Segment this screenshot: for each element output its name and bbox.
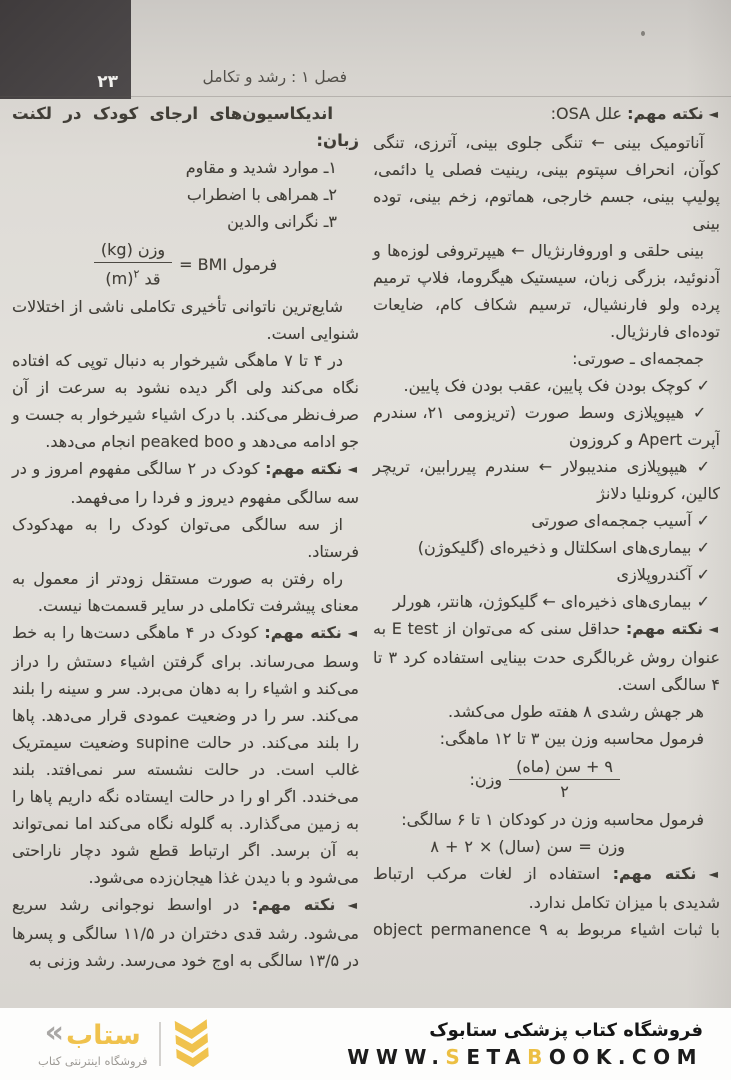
- note-arrow-icon: ◄: [347, 626, 360, 641]
- note-arrow-icon: ◄: [347, 462, 360, 477]
- exponent: ۲: [133, 268, 140, 281]
- formula-token: سن: [555, 757, 581, 776]
- note-text: کودک در ۲ سالگی مفهوم امروز و در سه سالگی مفهوم دیروز و فردا را می‌فهمد.: [12, 459, 359, 508]
- note-time-concepts: [12, 455, 359, 511]
- formula-label: وزن:: [469, 770, 503, 789]
- note-adolescent-growth: [12, 891, 359, 974]
- check-item: ✓ آکندروپلازی: [616, 565, 710, 584]
- subheading-craniofacial: جمجمه‌ای ـ صورتی:: [572, 349, 704, 368]
- note-e-test: [373, 615, 720, 698]
- para-ball-tracking: در ۴ تا ۷ ماهگی شیرخوار به دنبال توپی که افتاده نگاه می‌کند ولی اگر دیده نشود به سرعت از آن صرف‌نظر می‌کند. با درک اشیاء شیرخوار به جست و جو ادامه می‌دهد و peaked boo انجام می‌دهد.: [12, 351, 359, 452]
- check-item: ✓ هیپوپلازی مندیبولار ← سندرم پیررابین، تریچر کالین، کرونلیا دلانژ: [373, 457, 720, 503]
- weight-formula-1-6-years: [430, 833, 625, 860]
- page-content: [11, 100, 720, 1006]
- url-part: ETA: [466, 1044, 528, 1069]
- logo-tagline: فروشگاه اینترنتی کتاب: [38, 1053, 148, 1068]
- section-heading-stuttering: اندیکاسیون‌های ارجای کودک در لکنت زبان:: [12, 104, 359, 150]
- setabook-logo: [38, 1014, 211, 1069]
- note-arrow-icon: ◄: [708, 622, 720, 636]
- weight-formula-3-12-months: [469, 755, 620, 804]
- check-item: ✓ بیماری‌های اسکلتال و ذخیره‌ای (گلیکوژن): [417, 538, 710, 557]
- logo-chevron-mark-icon: «: [44, 1014, 64, 1050]
- footer-banner: [0, 1008, 731, 1080]
- check-item: ✓ بیماری‌های ذخیره‌ای ← گلیکوژن، هانتر، هورلر: [392, 592, 710, 611]
- check-item: ✓ کوچک بودن فک پایین، عقب بودن فک پایین.: [403, 376, 710, 395]
- note-text: استفاده از لغات مرکب ارتباط شدیدی با میزان تکامل ندارد.: [373, 864, 720, 912]
- footer-store-info: [347, 1020, 703, 1069]
- url-part-accent: S: [445, 1044, 467, 1069]
- formula-token: (ماه): [516, 757, 551, 776]
- url-part: OOK.COM: [548, 1044, 703, 1069]
- para-hearing-disability: شایع‌ترین ناتوانی تأخیری تکاملی ناشی از اختلالات شنوایی است.: [12, 297, 359, 344]
- formula-token: +: [586, 757, 600, 776]
- column-left: [12, 100, 359, 1006]
- para-kindergarten: از سه سالگی می‌توان کودک را به مهدکودک فرستاد.: [12, 515, 359, 562]
- note-text: کودک در ۴ ماهگی دست‌ها را به خط وسط می‌رساند. برای گرفتن اشیاء دستش را دراز می‌کند و اشیاء را به دهان می‌برد. سر و سینه را بلند می‌کند. سر را در وضعیت عمودی قرار می‌دهد. پاها را بلند می‌کند. در حالت supine وضعیت سیمتریک غالب است. در حالت نشسته سر نمی‌افتد. بلند می‌خندد. اگر او را در حالت ایستاده نگه داریم پاها را به زمین می‌گذارد. به گلوله نگاه می‌کند اما نمی‌تواند به آن برسد. اگر ارتباط قطع شود دچار ناراحتی می‌شود و با دیدن غذا هیجان‌زده می‌شود.: [12, 623, 360, 888]
- check-item: ✓ آسیب جمجمه‌ای صورتی: [531, 511, 710, 530]
- website-url: [347, 1045, 703, 1069]
- para-growth-spurt: هر جهش رشدی ۸ هفته طول می‌کشد.: [448, 702, 704, 721]
- formula-token: (سال): [498, 837, 541, 856]
- formula-token: قد: [144, 269, 161, 289]
- note-arrow-icon: ◄: [708, 107, 720, 121]
- formula-token: ۲: [464, 837, 473, 856]
- logo-wordmark-block: [38, 1014, 148, 1068]
- numbered-item: ۱ـ موارد شدید و مقاوم: [185, 158, 337, 177]
- check-item: ✓ هیپوپلازی وسط صورت (تریزومی ۲۱، سندرم آپرت Apert و کروزون: [373, 403, 720, 449]
- numbered-item: ۳ـ نگرانی والدین: [227, 212, 337, 231]
- para-early-walking: راه رفتن به صورت مستقل زودتر از معمول به معنای پیشرفت تکاملی در سایر قسمت‌ها نیست.: [12, 569, 359, 616]
- logo-divider: [159, 1022, 161, 1066]
- url-part-accent: B: [527, 1044, 549, 1069]
- numbered-item: ۲ـ همراهی با اضطراب: [186, 185, 337, 204]
- note-compound-words: [373, 860, 720, 916]
- note-label: نکته مهم:: [265, 459, 343, 479]
- formula-token: وزن: [597, 837, 625, 856]
- note-label: نکته مهم:: [612, 864, 697, 883]
- header-divider: [0, 96, 731, 97]
- para-weight-formula1-intro: فرمول محاسبه وزن بین ۳ تا ۱۲ ماهگی:: [439, 729, 704, 748]
- url-part: WWW.: [347, 1044, 446, 1069]
- fraction-numerator: [509, 755, 620, 780]
- store-title: فروشگاه کتاب پزشکی ستابوک: [429, 1019, 703, 1041]
- fraction: [94, 238, 172, 291]
- para-nasopharyngeal-causes: بینی حلقی و اوروفارنژیال ← هیپرتروفی لوزه‌ها و آدنوئید، بزرگی زبان، سیستیک هیگروما، فلاپ ترمیم پرده ولو فارنشیال، ترسیم شکاف کام، ضایعات توده‌ای فارنژیال.: [373, 241, 720, 341]
- note-arrow-icon: ◄: [708, 867, 720, 881]
- formula-token: سن: [546, 837, 573, 856]
- note-text: در اواسط نوجوانی رشد سریع می‌شود. رشد قدی دختران در ۱۱/۵ سالگی و پسرها در ۱۳/۵ سالگی به اوج خود می‌رسد. رشد وزنی به: [12, 895, 359, 971]
- column-right: [373, 100, 720, 1006]
- fraction-numerator: وزن (kg): [94, 238, 172, 263]
- logo-wordmark-text: ستاب: [65, 1020, 141, 1051]
- formula-prefix: فرمول BMI =: [179, 255, 278, 275]
- formula-token: ۹: [604, 757, 613, 776]
- setabook-emblem-icon: [173, 1019, 211, 1069]
- bmi-formula: [94, 238, 277, 291]
- formula-token: =: [578, 837, 592, 856]
- note-4-months-milestones: [12, 619, 359, 891]
- paper-speck: [641, 31, 645, 36]
- page-corner-block: [0, 0, 131, 99]
- fraction-denominator: ۲: [560, 782, 569, 801]
- page-number: ۲۳: [97, 72, 118, 92]
- formula-token: ×: [478, 837, 493, 856]
- note-label: نکته مهم:: [251, 895, 336, 915]
- note-text: علل OSA:: [550, 104, 628, 123]
- chapter-header: فصل ۱ : رشد و تکامل: [202, 68, 347, 86]
- note-label: نکته مهم:: [627, 104, 704, 123]
- note-label: نکته مهم:: [264, 623, 342, 643]
- note-label: نکته مهم:: [625, 619, 704, 638]
- formula-unit: $(m)^۲$: [105, 268, 140, 289]
- formula-token: +: [444, 837, 459, 856]
- fraction: [509, 755, 620, 804]
- para-anatomic-causes: آناتومیک بینی ← تنگی جلوی بینی، آترزی، تنگی کوآن، انحراف سپتوم بینی، رینیت فصلی یا دائمی، پولیپ بینی، جسم خارجی، هماتوم، زخم بینی، توده بینی: [373, 133, 720, 233]
- para-weight-formula2-intro: فرمول محاسبه وزن در کودکان ۱ تا ۶ سالگی:: [401, 810, 704, 829]
- logo-wordmark: [44, 1014, 141, 1051]
- note-text: حداقل سنی که می‌توان از E test به عنوان روش غربالگری حدت بینایی استفاده کرد ۳ تا ۴ سالگی است.: [373, 619, 720, 694]
- para-object-permanence: object permanence با ثبات اشیاء مربوط به ۹: [373, 920, 720, 939]
- formula-token: ۸: [430, 837, 439, 856]
- note-arrow-icon: ◄: [347, 898, 359, 913]
- note-osa: [373, 100, 720, 129]
- fraction-denominator: [98, 263, 167, 291]
